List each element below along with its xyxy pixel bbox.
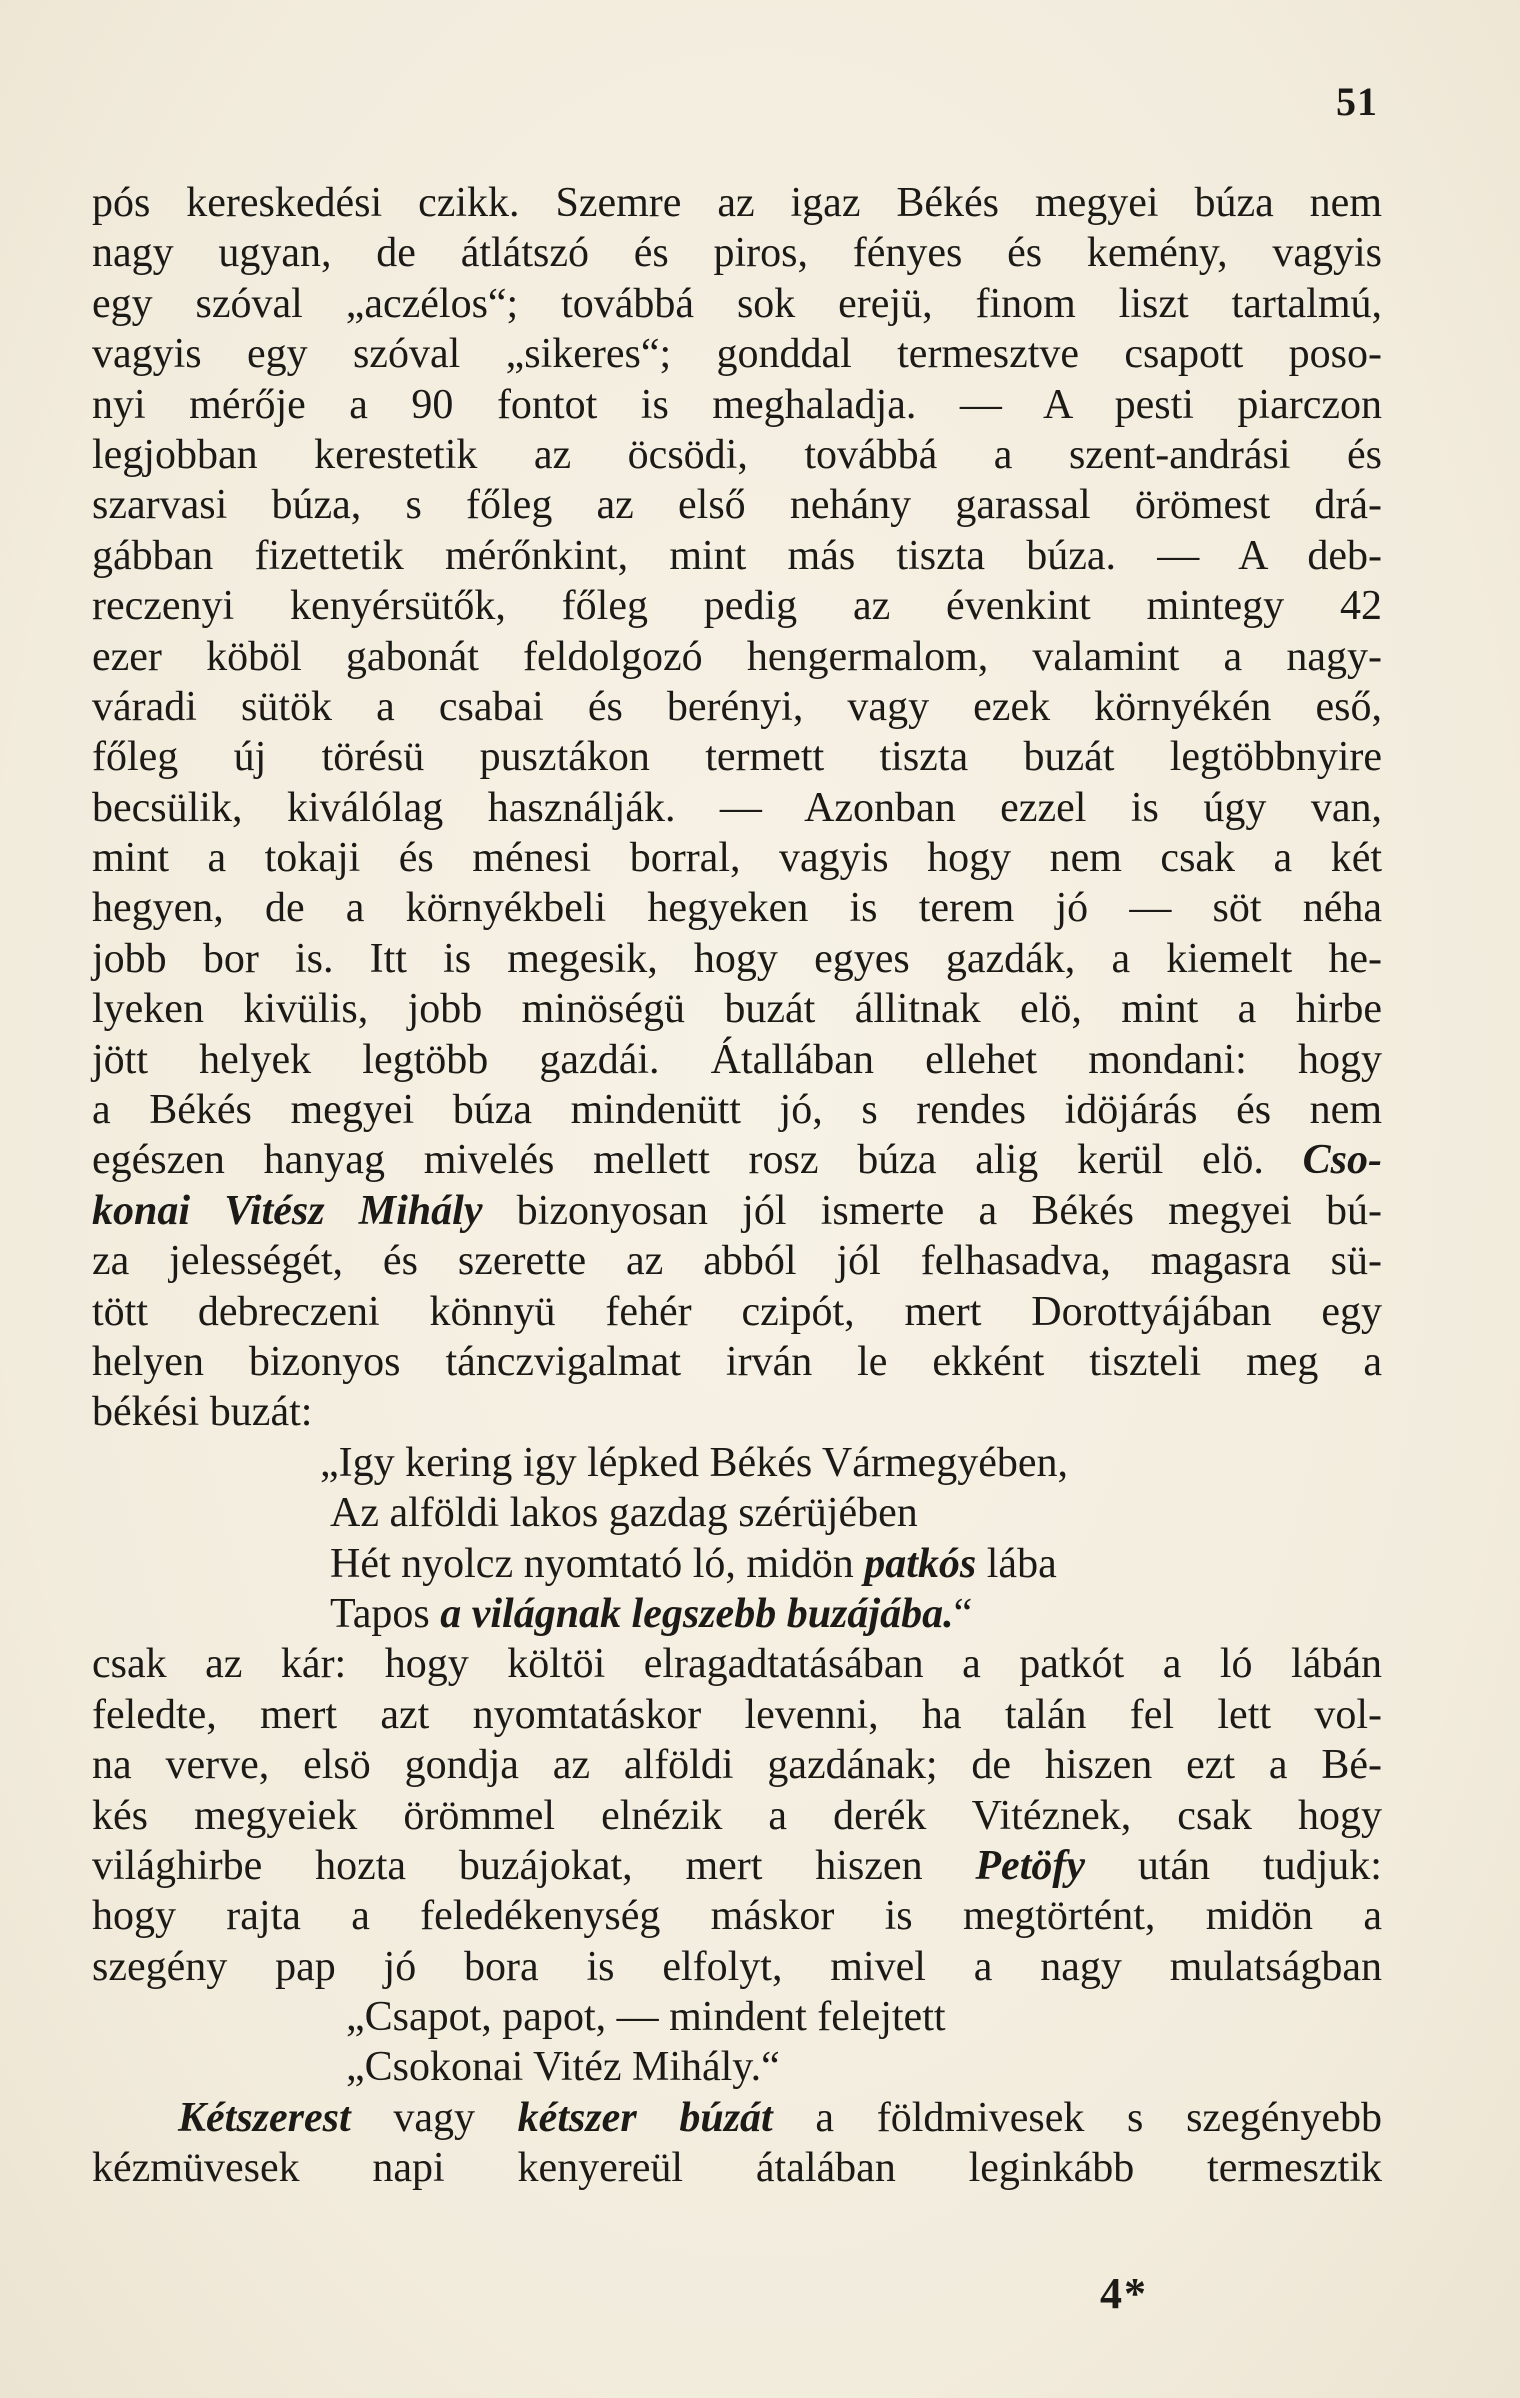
text-line-with-name xyxy=(92,1135,1382,1185)
text-line-with-name xyxy=(92,1841,1382,1891)
text-line: lyeken kivülis, jobb minöségü buzát állitnak elö, mint a hirbe xyxy=(92,986,1382,1033)
text-line-with-name xyxy=(92,2093,1382,2143)
text-line: reczenyi kenyérsütők, főleg pedig az évenkint mintegy 42 xyxy=(92,583,1382,630)
page-number: 51 xyxy=(1336,79,1378,124)
text-line: hegyen, de a környékbeli hegyeken is terem jó — söt néha xyxy=(92,885,1382,932)
text-line: szegény pap jó bora is elfolyt, mivel a nagy mulatságban xyxy=(92,1943,1382,1990)
text-line: na verve, elsö gondja az alföldi gazdának; de hiszen ezt a Bé- xyxy=(92,1742,1382,1789)
verse-segment: Hét nyolcz nyomtató ló, midön xyxy=(330,1540,865,1587)
text-line: csak az kár: hogy költöi elragadtatásában a patkót a ló lábán xyxy=(92,1641,1382,1688)
emphasis-vilagnak: a világnak legszebb buzájába. xyxy=(440,1590,954,1637)
text-line: feledte, mert azt nyomtatáskor levenni, ha talán fel lett vol- xyxy=(92,1691,1382,1738)
text-line: hogy rajta a feledékenység máskor is megtörtént, midön a xyxy=(92,1893,1382,1940)
text-segment: után tudjuk: xyxy=(1085,1842,1382,1889)
text-line: ezer köböl gabonát feldolgozó hengermalom, valamint a nagy- xyxy=(92,633,1382,680)
text-line: pós kereskedési czikk. Szemre az igaz Békés megyei búza nem xyxy=(92,180,1382,226)
text-line: jött helyek legtöbb gazdái. Átallában ellehet mondani: hogy xyxy=(92,1036,1382,1083)
text-line: legjobban kerestetik az öcsödi, továbbá a szent-andrási és xyxy=(92,431,1382,478)
text-line: za jelességét, és szerette az abból jól felhasadva, magasra sü- xyxy=(92,1238,1382,1285)
signature-mark: 4* xyxy=(1100,2269,1148,2318)
text-line: helyen bizonyos tánczvigalmat irván le ekként tiszteli meg a xyxy=(92,1338,1382,1385)
emphasis-ketszer-buzat: kétszer búzát xyxy=(517,2094,773,2141)
text-line: a Békés megyei búza mindenütt jó, s rendes idöjárás és nem xyxy=(92,1087,1382,1134)
text-line: gábban fizettetik mérőnkint, mint más tiszta búza. — A deb- xyxy=(92,532,1382,579)
verse-line: „Csapot, papot, — mindent felejtett xyxy=(346,1994,946,2041)
emphasis-csokonai-name: konai Vitész Mihály xyxy=(92,1187,483,1234)
text-segment: a földmivesek s szegényebb xyxy=(772,2094,1382,2141)
body-text xyxy=(92,178,1382,2194)
text-line: békési buzát: xyxy=(92,1389,313,1436)
emphasis-petofy: Petöfy xyxy=(975,1842,1085,1889)
text-line: egy szóval „aczélos“; továbbá sok erejü, finom liszt tartalmú, xyxy=(92,280,1382,327)
verse-line xyxy=(92,1539,1382,1589)
verse-segment: “ xyxy=(953,1590,973,1637)
emphasis-ketszerest: Kétszerest xyxy=(178,2094,351,2141)
verse-line: „Csokonai Vitéz Mihály.“ xyxy=(346,2044,780,2091)
text-line-with-name xyxy=(92,1186,1382,1236)
verse-line xyxy=(92,1589,1382,1639)
verse-segment: lába xyxy=(976,1540,1057,1587)
verse-line: „Igy kering igy lépked Békés Vármegyében, xyxy=(320,1439,1068,1486)
text-line: szarvasi búza, s főleg az első nehány garassal örömest drá- xyxy=(92,482,1382,529)
text-line: becsülik, kiválólag használják. — Azonban ezzel is úgy van, xyxy=(92,784,1382,831)
emphasis-csokonai-start: Cso- xyxy=(1302,1137,1382,1184)
text-segment: vagy xyxy=(350,2094,518,2141)
text-line: jobb bor is. Itt is megesik, hogy egyes gazdák, a kiemelt he- xyxy=(92,935,1382,982)
text-line: főleg új törésü pusztákon termett tiszta buzát legtöbbnyire xyxy=(92,734,1382,781)
text-segment: egészen hanyag mivelés mellett rosz búza alig kerül elö. xyxy=(92,1137,1264,1184)
verse-segment: Tapos xyxy=(330,1590,441,1637)
text-line: kézmüvesek napi kenyereül átalában leginkább termesztik xyxy=(92,2145,1382,2192)
text-line: vagyis egy szóval „sikeres“; gonddal termesztve csapott poso- xyxy=(92,331,1382,378)
text-segment: világhirbe hozta buzájokat, mert hiszen xyxy=(92,1842,976,1889)
text-line: nagy ugyan, de átlátszó és piros, fényes és kemény, vagyis xyxy=(92,230,1382,277)
text-line: nyi mérője a 90 fontot is meghaladja. — A pesti piarczon xyxy=(92,381,1382,428)
emphasis-patkos: patkós xyxy=(864,1540,977,1587)
text-line: váradi sütök a csabai és berényi, vagy ezek környékén eső, xyxy=(92,683,1382,730)
verse-line: Az alföldi lakos gazdag szérüjében xyxy=(330,1490,918,1537)
text-line: tött debreczeni könnyü fehér czipót, mert Dorottyájában egy xyxy=(92,1288,1382,1335)
text-line: mint a tokaji és ménesi borral, vagyis hogy nem csak a két xyxy=(92,835,1382,882)
text-line: kés megyeiek örömmel elnézik a derék Vitéznek, csak hogy xyxy=(92,1792,1382,1839)
text-segment: bizonyosan jól ismerte a Békés megyei bú- xyxy=(482,1187,1382,1234)
